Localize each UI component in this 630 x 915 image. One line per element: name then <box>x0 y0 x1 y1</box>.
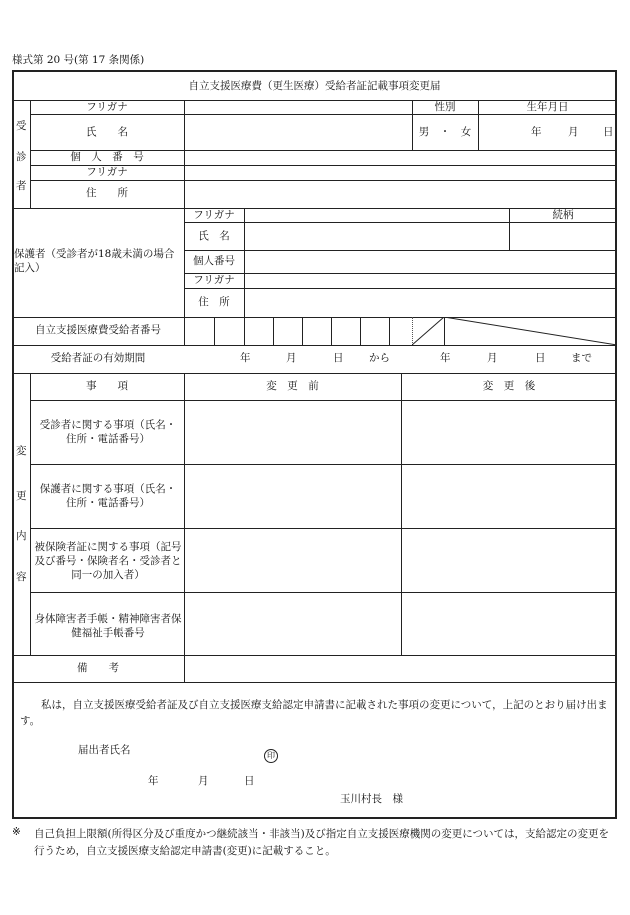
footnote: 自己負担上限額(所得区分及び重度かつ継続該当・非該当)及び指定自立支援医療機関の変更については，支給認定の変更を行うため，自立支援医療支給認定申請書(変更)に記載すること。 <box>34 828 609 857</box>
change-after-field[interactable] <box>402 465 616 527</box>
guardian-address-field[interactable] <box>245 289 616 316</box>
diagonal-mark <box>444 317 617 345</box>
birth-unit: 年 <box>531 126 542 138</box>
birthdate-label: 生年月日 <box>526 101 569 113</box>
patient-section-char: 者 <box>16 180 27 192</box>
gender-label: 性別 <box>434 101 456 113</box>
form-number: 様式第 20 号(第 17 条関係) <box>12 54 145 66</box>
date-unit: 年 <box>148 775 159 787</box>
addressee: 玉川村長 様 <box>340 793 403 805</box>
changes-section-char: 変 <box>16 445 27 457</box>
gender-options[interactable]: 男 ・ 女 <box>418 126 472 138</box>
applicant-label: 届出者氏名 <box>78 744 131 756</box>
patient-section-char: 受 <box>16 120 27 132</box>
date-unit: 月 <box>286 352 297 364</box>
date-unit: 年 <box>440 352 451 364</box>
patient-section-char: 診 <box>16 151 27 163</box>
guardian-furigana-label: フリガナ <box>193 209 235 221</box>
change-item-label: 保護者に関する事項（氏名・住所・電話番号） <box>39 483 177 509</box>
patient-id-field[interactable] <box>185 151 616 164</box>
birth-unit: 月 <box>568 126 579 138</box>
patient-furigana-label: フリガナ <box>86 166 128 178</box>
from-text: から <box>369 352 390 364</box>
patient-name-label: 氏 名 <box>86 126 128 138</box>
change-item-label: 身体障害者手帳・精神障害者保健福祉手帳番号 <box>34 613 182 639</box>
date-unit: 年 <box>240 352 251 364</box>
seal-mark: 印 <box>264 749 278 763</box>
date-unit: 日 <box>244 775 255 787</box>
change-item-label: 被保険者証に関する事項（記号及び番号・保険者名・受診者と同一の加入者） <box>34 541 182 581</box>
change-before-field[interactable] <box>185 593 400 654</box>
change-before-field[interactable] <box>185 465 400 527</box>
changes-section-char: 更 <box>16 490 27 502</box>
col-before-header: 変 更 前 <box>266 380 319 392</box>
date-unit: 日 <box>333 352 344 364</box>
date-unit: 月 <box>487 352 498 364</box>
patient-furigana-label: フリガナ <box>86 101 128 113</box>
patient-address-label: 住 所 <box>86 187 128 199</box>
guardian-name-label: 氏 名 <box>198 230 230 242</box>
patient-name-field[interactable] <box>185 101 411 150</box>
changes-section-char: 容 <box>16 571 27 583</box>
change-before-field[interactable] <box>185 529 400 591</box>
guardian-name-field[interactable] <box>245 223 508 249</box>
declaration-text: 私は，自立支援医療受給者証及び自立支援医療支給認定申請書に記載された事項の変更について，上記のとおり届け出ます。 <box>20 699 608 727</box>
to-text: まで <box>571 352 592 364</box>
recipient-number-label: 自立支援医療費受給者番号 <box>35 324 161 336</box>
change-before-field[interactable] <box>185 401 400 463</box>
change-after-field[interactable] <box>402 529 616 591</box>
date-unit: 月 <box>198 775 209 787</box>
patient-address-field[interactable] <box>185 181 616 207</box>
change-item-label: 受診者に関する事項（氏名・住所・電話番号） <box>39 419 177 445</box>
remarks-field[interactable] <box>185 656 616 681</box>
guardian-furigana-label: フリガナ <box>193 274 235 286</box>
date-unit: 日 <box>535 352 546 364</box>
birth-unit: 日 <box>603 126 614 138</box>
change-after-field[interactable] <box>402 593 616 654</box>
note-mark: ※ <box>12 826 21 838</box>
remarks-label: 備 考 <box>77 662 119 674</box>
validity-label: 受給者証の有効期間 <box>50 352 146 364</box>
patient-id-label: 個 人 番 号 <box>70 151 144 163</box>
guardian-id-label: 個人番号 <box>193 255 235 267</box>
col-item-header: 事 項 <box>86 380 128 392</box>
change-after-field[interactable] <box>402 401 616 463</box>
guardian-label: 保護者（受診者が18歳未満の場合記入） <box>14 248 175 274</box>
changes-section-char: 内 <box>16 530 27 542</box>
relation-label: 続柄 <box>552 209 574 221</box>
slash-mark <box>412 317 445 345</box>
guardian-address-label: 住 所 <box>198 296 230 308</box>
form-title: 自立支援医療費（更生医療）受給者証記載事項変更届 <box>188 80 441 92</box>
col-after-header: 変 更 後 <box>482 380 536 392</box>
